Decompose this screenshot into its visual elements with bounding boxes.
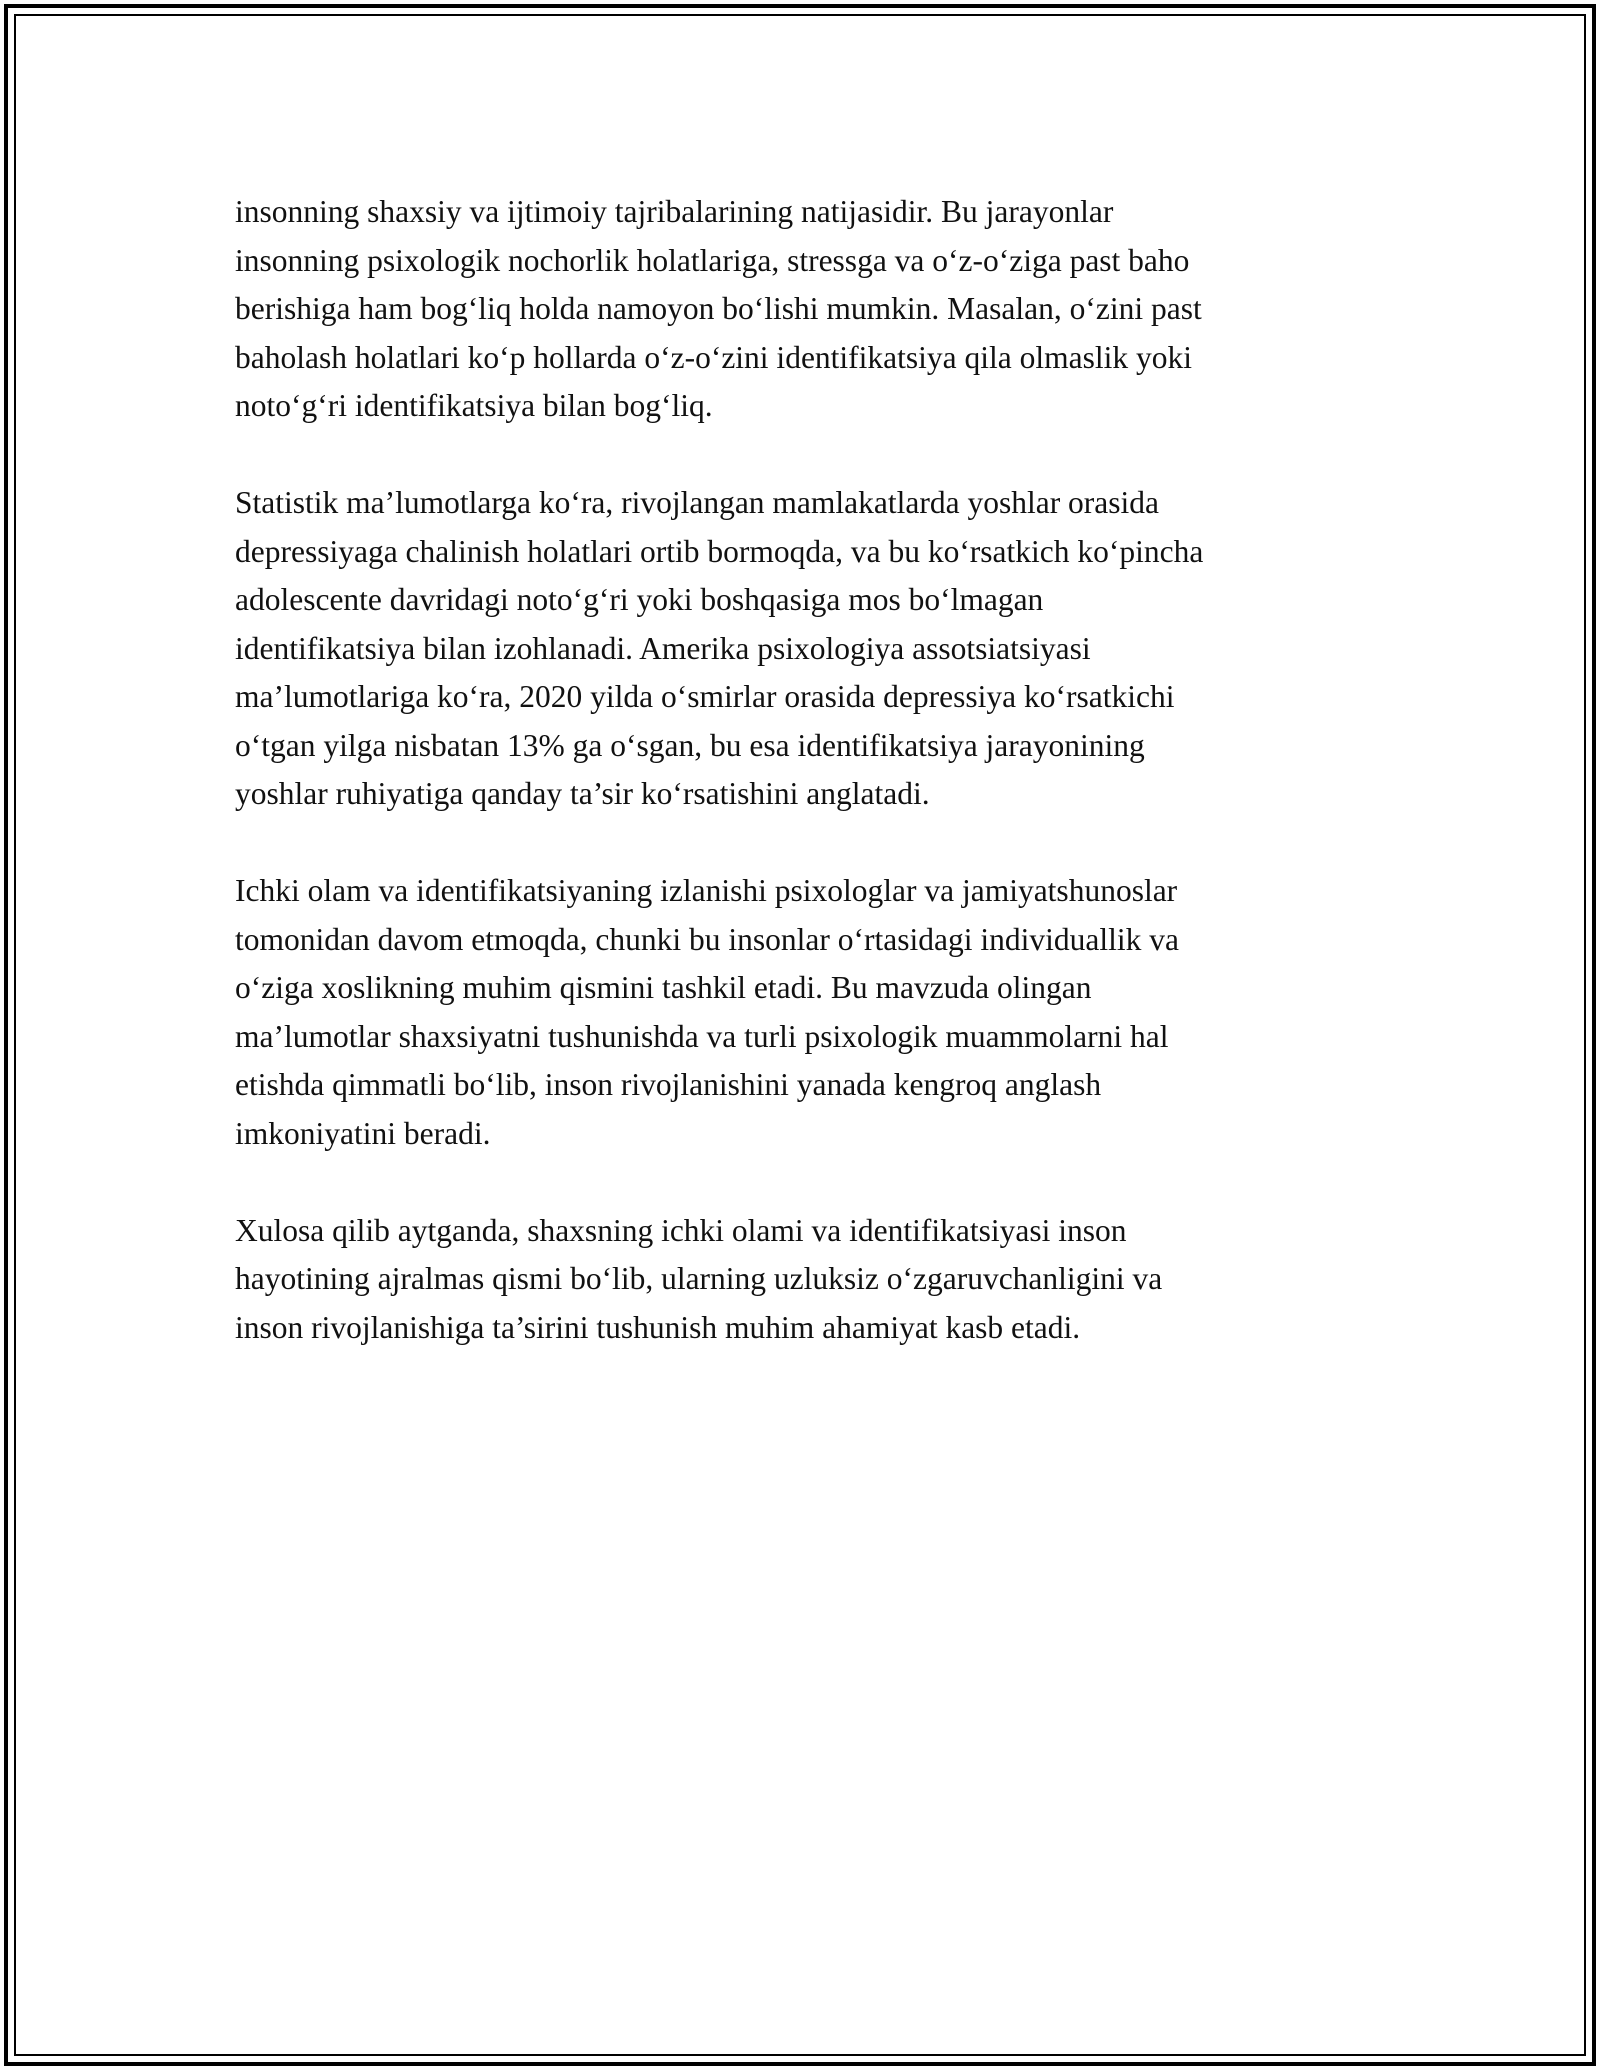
paragraph-1: insonning shaxsiy va ijtimoiy tajribalarining natijasidir. Bu jarayonlar insonning psixologik nochorlik holatlariga, stressga va o‘z-o‘ziga past baho berishiga ham bog‘liq holda namoyon bo‘lishi mumkin. Masalan, o‘zini past baholash holatlari ko‘p hollarda o‘z-o‘zini identifikatsiya qila olmaslik yoki noto‘g‘ri identifikatsiya bilan bog‘liq. bbox=[235, 194, 1202, 423]
paragraph-2: Statistik ma’lumotlarga ko‘ra, rivojlangan mamlakatlarda yoshlar orasida depressiyaga chalinish holatlari ortib bormoqda, va bu ko‘rsatkich ko‘pincha adolescente davridagi noto‘g‘ri yoki boshqasiga mos bo‘lmagan identifikatsiya bilan izohlanadi. Amerika psixologiya assotsiatsiyasi ma’lumotlariga ko‘ra, 2020 yilda o‘smirlar orasida depressiya ko‘rsatkichi o‘tgan yilga nisbatan 13% ga o‘sgan, bu esa identifikatsiya jarayonining yoshlar ruhiyatiga qanday ta’sir ko‘rsatishini anglatadi. bbox=[235, 485, 1204, 811]
document-body bbox=[235, 188, 1370, 1401]
paragraph-3: Ichki olam va identifikatsiyaning izlanishi psixologlar va jamiyatshunoslar tomonidan davom etmoqda, chunki bu insonlar o‘rtasidagi individuallik va o‘ziga xoslikning muhim qismini tashkil etadi. Bu mavzuda olingan ma’lumotlar shaxsiyatni tushunishda va turli psixologik muammolarni hal etishda qimmatli bo‘lib, inson rivojlanishini yanada kengroq anglash imkoniyatini beradi. bbox=[235, 873, 1179, 1151]
paragraph-4: Xulosa qilib aytganda, shaxsning ichki olami va identifikatsiyasi inson hayotining ajralmas qismi bo‘lib, ularning uzluksiz o‘zgaruvchanligini va inson rivojlanishiga ta’sirini tushunish muhim ahamiyat kasb etadi. bbox=[235, 1212, 1163, 1345]
